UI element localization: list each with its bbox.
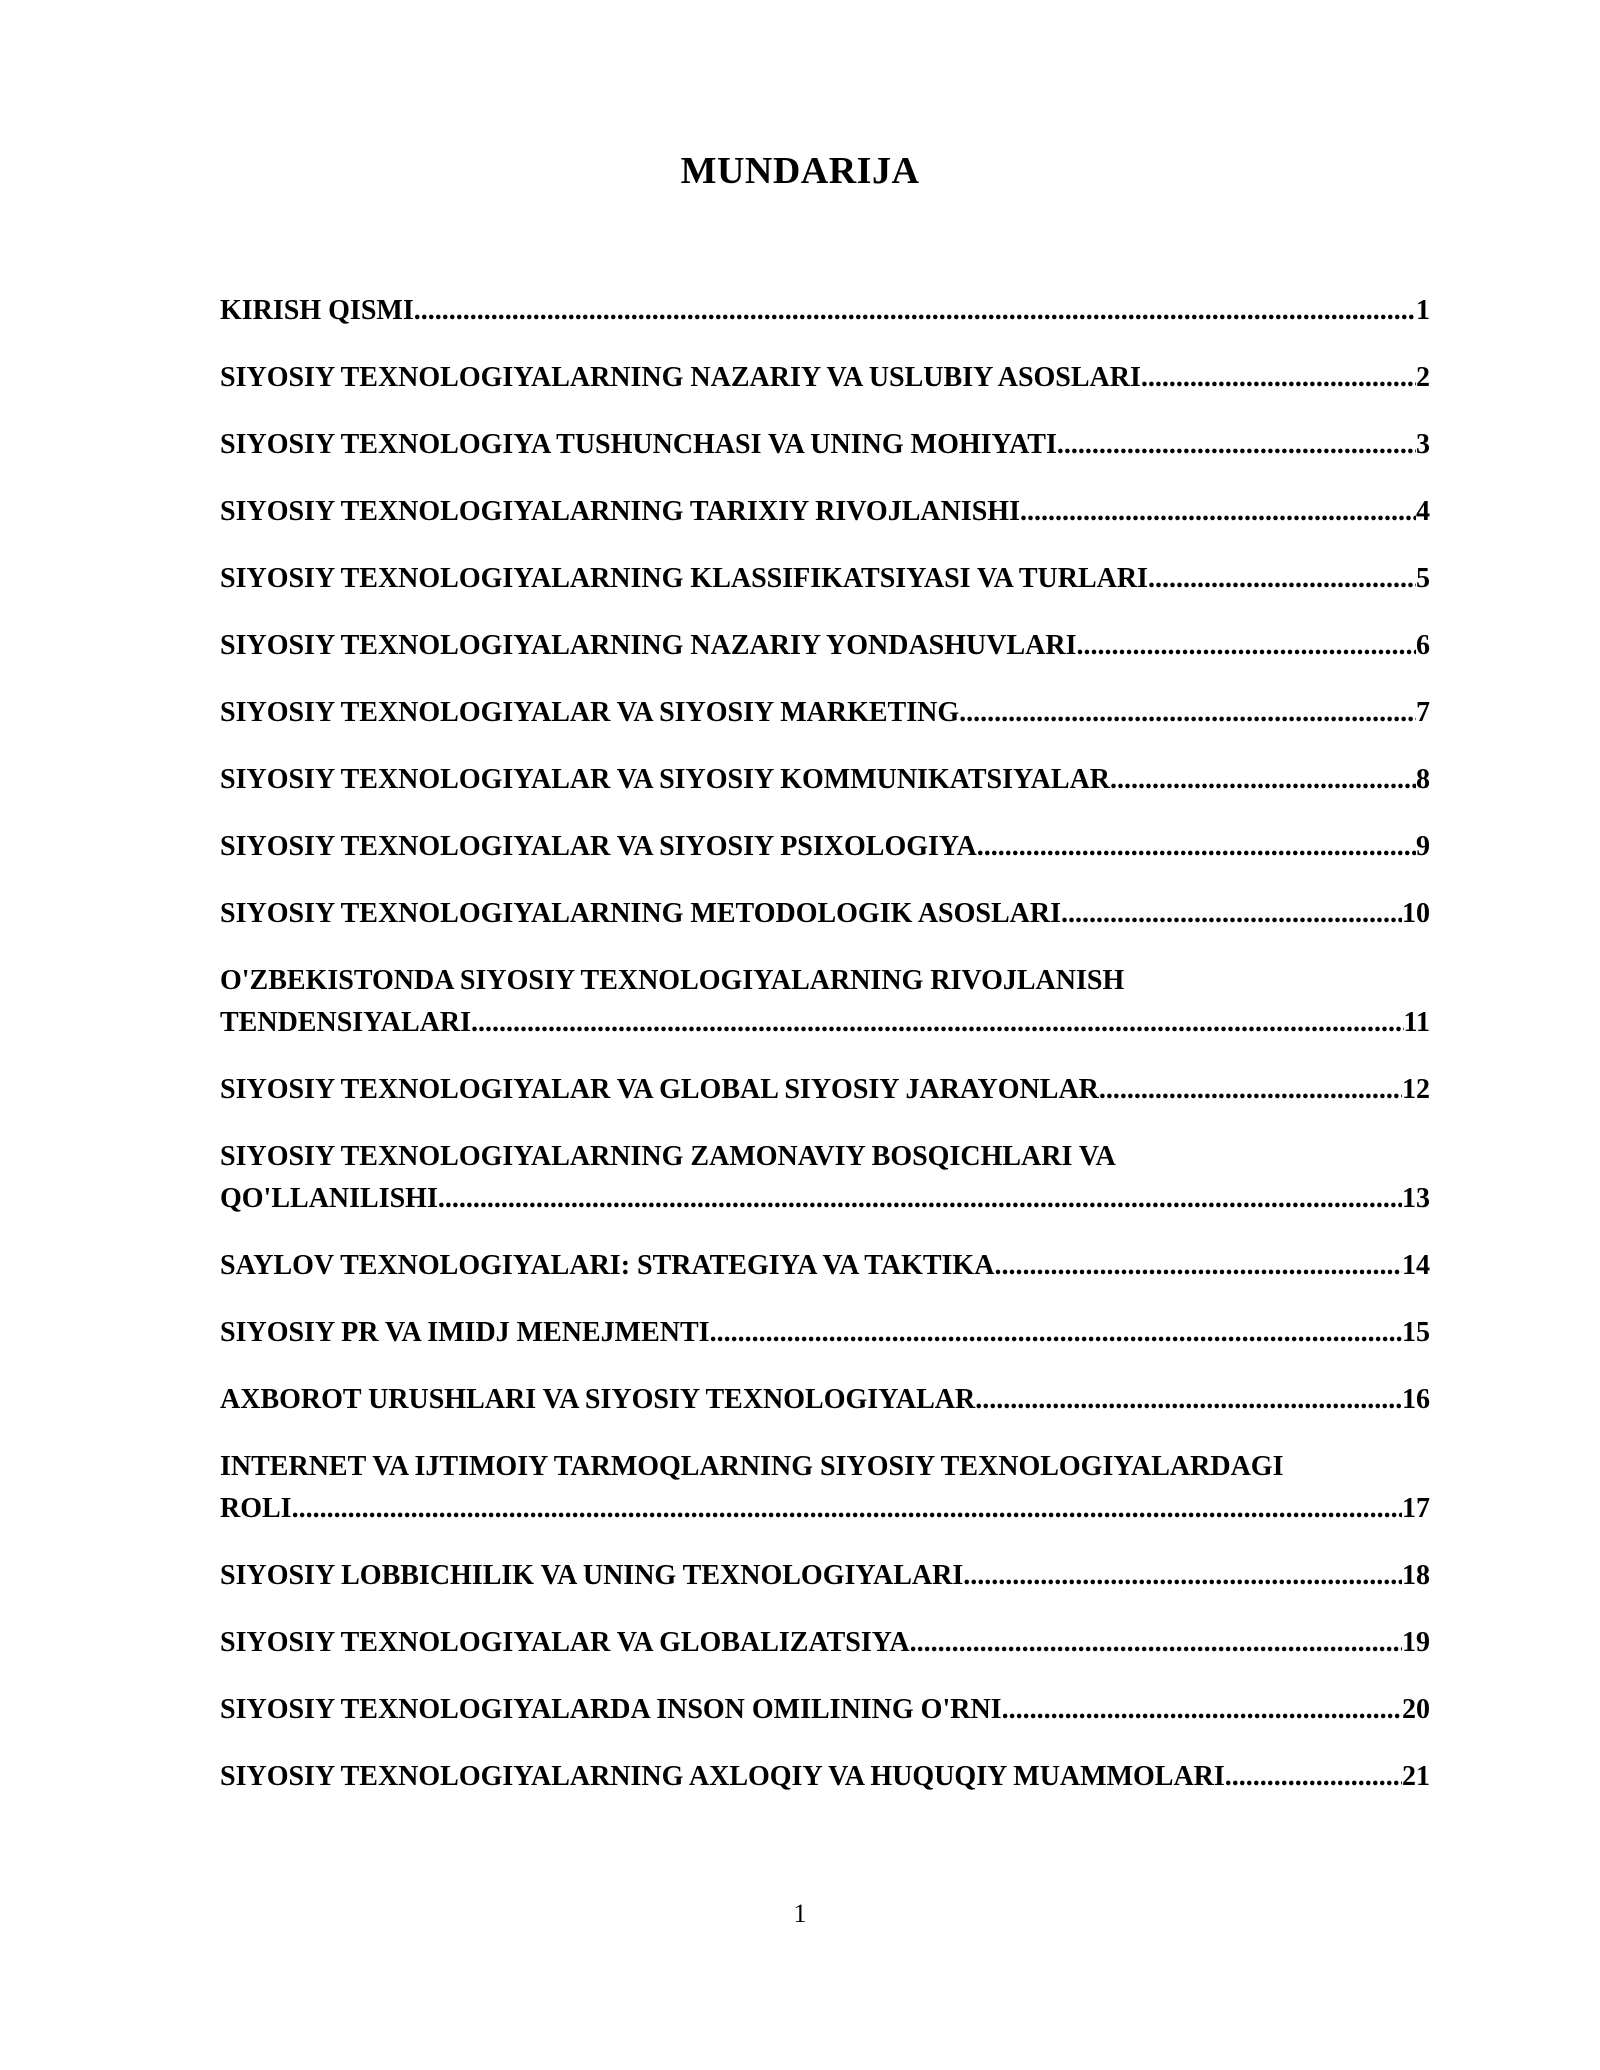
toc-entry[interactable]	[220, 1446, 1430, 1530]
toc-entry-title: SIYOSIY TEXNOLOGIYALARNING NAZARIY YONDASHUVLARI	[220, 630, 1077, 661]
toc-entry[interactable]	[220, 290, 1430, 332]
toc-entry-title: SIYOSIY TEXNOLOGIYALARNING TARIXIY RIVOJLANISHI	[220, 496, 1020, 527]
toc-entry-title: SIYOSIY TEXNOLOGIYALAR VA SIYOSIY KOMMUNIKATSIYALAR	[220, 764, 1111, 795]
toc-entry-title: ROLI	[220, 1493, 292, 1524]
toc-entry-title-line: SIYOSIY TEXNOLOGIYALARNING ZAMONAVIY BOSQICHLARI VA	[220, 1141, 1116, 1172]
toc-entry-title: QO'LLANILISHI	[220, 1183, 438, 1214]
toc-entry[interactable]	[220, 1689, 1430, 1731]
toc-dot-leader	[471, 1002, 1403, 1044]
toc-entry-title: SIYOSIY TEXNOLOGIYALARNING METODOLOGIK ASOSLARI	[220, 898, 1061, 929]
toc-dot-leader	[1061, 893, 1402, 935]
toc-entry-line	[220, 357, 1430, 399]
toc-entry-line	[220, 1245, 1430, 1287]
toc-entry-title: SIYOSIY TEXNOLOGIYALAR VA GLOBAL SIYOSIY JARAYONLAR	[220, 1074, 1099, 1105]
toc-entry-page-number: 1	[1416, 295, 1430, 326]
toc-entry-page-number: 14	[1402, 1250, 1430, 1281]
toc-entry-title: SIYOSIY TEXNOLOGIYALARDA INSON OMILINING O'RNI	[220, 1694, 1002, 1725]
toc-entry-title: SIYOSIY PR VA IMIDJ MENEJMENTI	[220, 1317, 710, 1348]
toc-entry-line	[220, 893, 1430, 935]
toc-entry-line	[220, 491, 1430, 533]
toc-entry-line	[220, 826, 1430, 868]
toc-entry-title: SIYOSIY TEXNOLOGIYALAR VA SIYOSIY PSIXOLOGIYA	[220, 831, 977, 862]
toc-entry-page-number: 15	[1402, 1317, 1430, 1348]
toc-dot-leader	[977, 826, 1416, 868]
toc-entry-title: SIYOSIY TEXNOLOGIYALAR VA GLOBALIZATSIYA	[220, 1627, 910, 1658]
page-number: 1	[793, 1899, 807, 1928]
toc-entry-page-number: 4	[1416, 496, 1430, 527]
toc-dot-leader	[1077, 625, 1417, 667]
toc-entry-line	[220, 1756, 1430, 1798]
toc-entry-page-number: 8	[1416, 764, 1430, 795]
toc-dot-leader	[1141, 357, 1416, 399]
toc-entry-title: AXBOROT URUSHLARI VA SIYOSIY TEXNOLOGIYALAR	[220, 1384, 976, 1415]
toc-entry-line	[220, 424, 1430, 466]
toc-entry-title: SIYOSIY TEXNOLOGIYALARNING KLASSIFIKATSIYASI VA TURLARI	[220, 563, 1148, 594]
toc-entry-line	[220, 1069, 1430, 1111]
toc-entry-line	[220, 558, 1430, 600]
toc-entry-title-line: INTERNET VA IJTIMOIY TARMOQLARNING SIYOSIY TEXNOLOGIYALARDAGI	[220, 1451, 1284, 1482]
toc-dot-leader	[414, 290, 1416, 332]
toc-dot-leader	[292, 1488, 1402, 1530]
toc-entry-line	[220, 625, 1430, 667]
toc-entry-title-line: O'ZBEKISTONDA SIYOSIY TEXNOLOGIYALARNING RIVOJLANISH	[220, 965, 1125, 996]
toc-entry-line	[220, 692, 1430, 734]
toc-entry-line	[220, 290, 1430, 332]
toc-entry-page-number: 6	[1416, 630, 1430, 661]
toc-entry-page-number: 12	[1402, 1074, 1430, 1105]
toc-entry-title: SIYOSIY TEXNOLOGIYALARNING NAZARIY VA USLUBIY ASOSLARI	[220, 362, 1141, 393]
toc-entry[interactable]	[220, 357, 1430, 399]
toc-entry[interactable]	[220, 826, 1430, 868]
toc-entry[interactable]	[220, 424, 1430, 466]
toc-entry[interactable]	[220, 960, 1430, 1044]
page-title: MUNDARIJA	[680, 150, 920, 192]
toc-entry[interactable]	[220, 491, 1430, 533]
toc-entry-line	[220, 1002, 1430, 1044]
toc-dot-leader	[910, 1622, 1402, 1664]
toc-entry[interactable]	[220, 1312, 1430, 1354]
toc-entry-title: SIYOSIY TEXNOLOGIYALARNING AXLOQIY VA HUQUQIY MUAMMOLARI	[220, 1761, 1225, 1792]
toc-entry-line	[220, 1555, 1430, 1597]
toc-entry-title: KIRISH QISMI	[220, 295, 414, 326]
toc-entry[interactable]	[220, 692, 1430, 734]
toc-entry[interactable]	[220, 625, 1430, 667]
toc-entry-title: SIYOSIY TEXNOLOGIYALAR VA SIYOSIY MARKETING	[220, 697, 960, 728]
toc-entry-page-number: 3	[1416, 429, 1430, 460]
toc-entry-title: SAYLOV TEXNOLOGIYALARI: STRATEGIYA VA TAKTIKA	[220, 1250, 995, 1281]
toc-entry[interactable]	[220, 1756, 1430, 1798]
toc-entry[interactable]	[220, 759, 1430, 801]
toc-entry-line	[220, 1312, 1430, 1354]
toc-dot-leader	[963, 1555, 1402, 1597]
toc-entry-line	[220, 1622, 1430, 1664]
toc-entry[interactable]	[220, 893, 1430, 935]
toc-entry-page-number: 5	[1416, 563, 1430, 594]
toc-entry-page-number: 16	[1402, 1384, 1430, 1415]
toc-entry-page-number: 21	[1402, 1761, 1430, 1792]
toc-entry-line	[220, 1178, 1430, 1220]
toc-entry-page-number: 18	[1402, 1560, 1430, 1591]
toc-dot-leader	[1002, 1689, 1402, 1731]
toc-entry-page-number: 20	[1402, 1694, 1430, 1725]
toc-dot-leader	[438, 1178, 1402, 1220]
toc-entry[interactable]	[220, 1379, 1430, 1421]
toc-entry[interactable]	[220, 1136, 1430, 1220]
toc-dot-leader	[1148, 558, 1416, 600]
toc-entry-title: SIYOSIY TEXNOLOGIYA TUSHUNCHASI VA UNING MOHIYATI	[220, 429, 1057, 460]
toc-entry[interactable]	[220, 1555, 1430, 1597]
toc-dot-leader	[1020, 491, 1416, 533]
toc-entry[interactable]	[220, 1069, 1430, 1111]
toc-dot-leader	[710, 1312, 1402, 1354]
toc-entry-line	[220, 1689, 1430, 1731]
toc-entry[interactable]	[220, 558, 1430, 600]
toc-entry-title: SIYOSIY LOBBICHILIK VA UNING TEXNOLOGIYALARI	[220, 1560, 964, 1591]
toc-entry-page-number: 11	[1403, 1007, 1430, 1038]
toc-dot-leader	[1057, 424, 1416, 466]
toc-entry-page-number: 13	[1402, 1183, 1430, 1214]
toc-entry-page-number: 7	[1416, 697, 1430, 728]
toc-dot-leader	[1099, 1069, 1402, 1111]
toc-dot-leader	[959, 692, 1416, 734]
toc-dot-leader	[1110, 759, 1416, 801]
toc-entry-page-number: 17	[1402, 1493, 1430, 1524]
toc-dot-leader	[975, 1379, 1402, 1421]
toc-entry-page-number: 9	[1416, 831, 1430, 862]
toc-entry-line	[220, 1488, 1430, 1530]
table-of-contents	[220, 290, 1430, 1823]
toc-entry[interactable]	[220, 1245, 1430, 1287]
toc-entry-page-number: 10	[1402, 898, 1430, 929]
toc-entry-page-number: 2	[1416, 362, 1430, 393]
toc-entry-line	[220, 1379, 1430, 1421]
toc-entry-title: TENDENSIYALARI	[220, 1007, 472, 1038]
toc-dot-leader	[994, 1245, 1402, 1287]
toc-dot-leader	[1225, 1756, 1402, 1798]
toc-entry-page-number: 19	[1402, 1627, 1430, 1658]
toc-entry-line	[220, 759, 1430, 801]
toc-entry[interactable]	[220, 1622, 1430, 1664]
